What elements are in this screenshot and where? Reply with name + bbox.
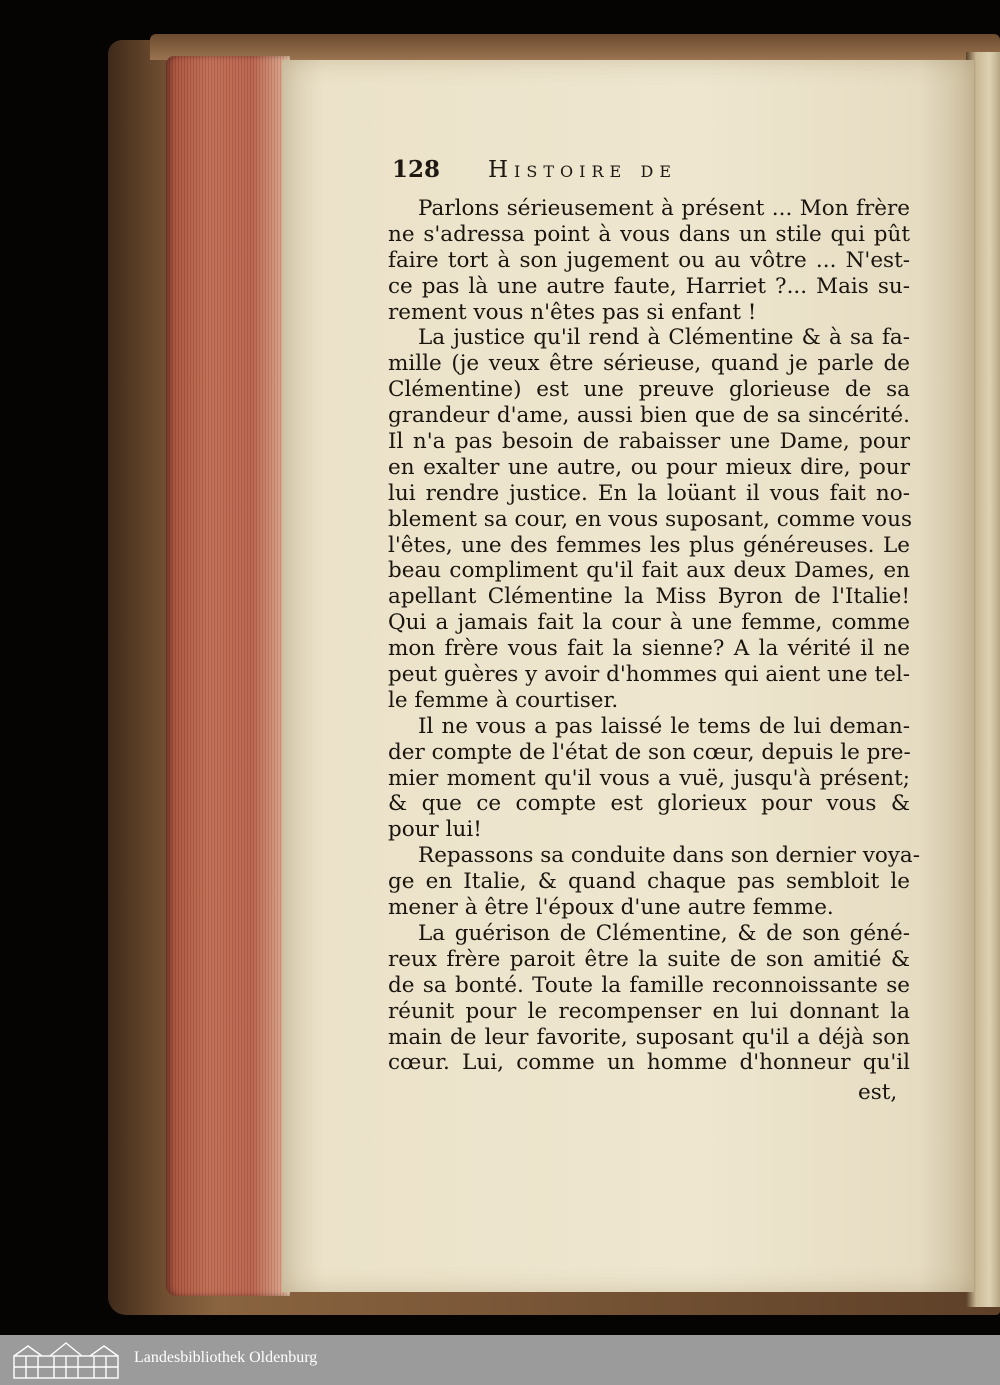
text-line: de sa bonté. Toute la famille reconnoissante se — [388, 972, 910, 998]
running-title: Histoire de — [488, 157, 677, 183]
text-line: ne s'adressa point à vous dans un stile qui pût — [388, 221, 910, 247]
page-edges — [166, 56, 290, 1296]
library-name: Landesbibliothek Oldenburg — [134, 1349, 318, 1366]
text-line: blement sa cour, en vous suposant, comme vous — [388, 506, 912, 532]
text-line: reux frère paroit être la suite de son amitié & — [388, 946, 910, 972]
text-line: apellant Clémentine la Miss Byron de l'Italie! — [388, 584, 910, 610]
text-line: mon frère vous fait la sienne? A la vérité il ne — [388, 636, 910, 662]
text-line: rement vous n'êtes pas si enfant ! — [388, 299, 757, 325]
text-line: le femme à courtiser. — [388, 687, 619, 713]
text-line: réunit pour le recompenser en lui donnant la — [388, 998, 910, 1024]
text-line: en exalter une autre, ou pour mieux dire, pour — [388, 454, 910, 480]
text-line: Qui a jamais fait la cour à une femme, comme — [388, 610, 910, 636]
text-line: beau compliment qu'il fait aux deux Dames, en — [388, 558, 910, 584]
text-line: Il n'a pas besoin de rabaisser une Dame, pour — [388, 429, 910, 455]
text-line: l'êtes, une des femmes les plus généreuses. Le — [388, 532, 910, 558]
footer-bar — [0, 1335, 1000, 1385]
text-line: La justice qu'il rend à Clémentine & à sa fa- — [418, 325, 910, 351]
text-line: der compte de l'état de son cœur, depuis le pre- — [388, 739, 911, 765]
text-line: Il ne vous a pas laissé le tems de lui deman- — [418, 713, 910, 739]
text-line: ge en Italie, & quand chaque pas sembloit le — [388, 869, 910, 895]
body-text — [388, 196, 921, 1076]
text-line: & que ce compte est glorieux pour vous & — [388, 791, 910, 817]
text-line: peut guères y avoir d'hommes qui aient une tel- — [388, 662, 910, 688]
text-line: Parlons sérieusement à présent ... Mon frère — [418, 196, 910, 221]
text-line: lui rendre justice. En la loüant il vous fait no- — [388, 480, 910, 506]
text-line: ce pas là une autre faute, Harriet ?... Mais su- — [388, 273, 910, 299]
text-line: mille (je veux être sérieuse, quand je parle de — [388, 351, 910, 377]
text-line: Repassons sa conduite dans son dernier voya- — [418, 843, 921, 869]
page-number: 128 — [392, 156, 441, 183]
text-line: La guérison de Clémentine, & de son géné- — [418, 920, 910, 946]
catchword: est, — [858, 1080, 898, 1105]
text-line: pour lui! — [388, 817, 482, 843]
text-line: grandeur d'ame, aussi bien que de sa sincérité. — [388, 403, 910, 429]
text-line: cœur. Lui, comme un homme d'honneur qu'il — [388, 1050, 910, 1076]
page-header — [392, 156, 822, 190]
text-line: main de leur favorite, suposant qu'il a déjà son — [388, 1024, 910, 1050]
library-building-icon — [10, 1340, 122, 1380]
text-line: faire tort à son jugement ou au vôtre ... N'est- — [388, 247, 910, 273]
text-line: mier moment qu'il vous a vuë, jusqu'à présent; — [388, 765, 910, 791]
text-line: mener à être l'époux d'une autre femme. — [388, 895, 834, 921]
text-line: Clémentine) est une preuve glorieuse de sa — [388, 377, 910, 403]
